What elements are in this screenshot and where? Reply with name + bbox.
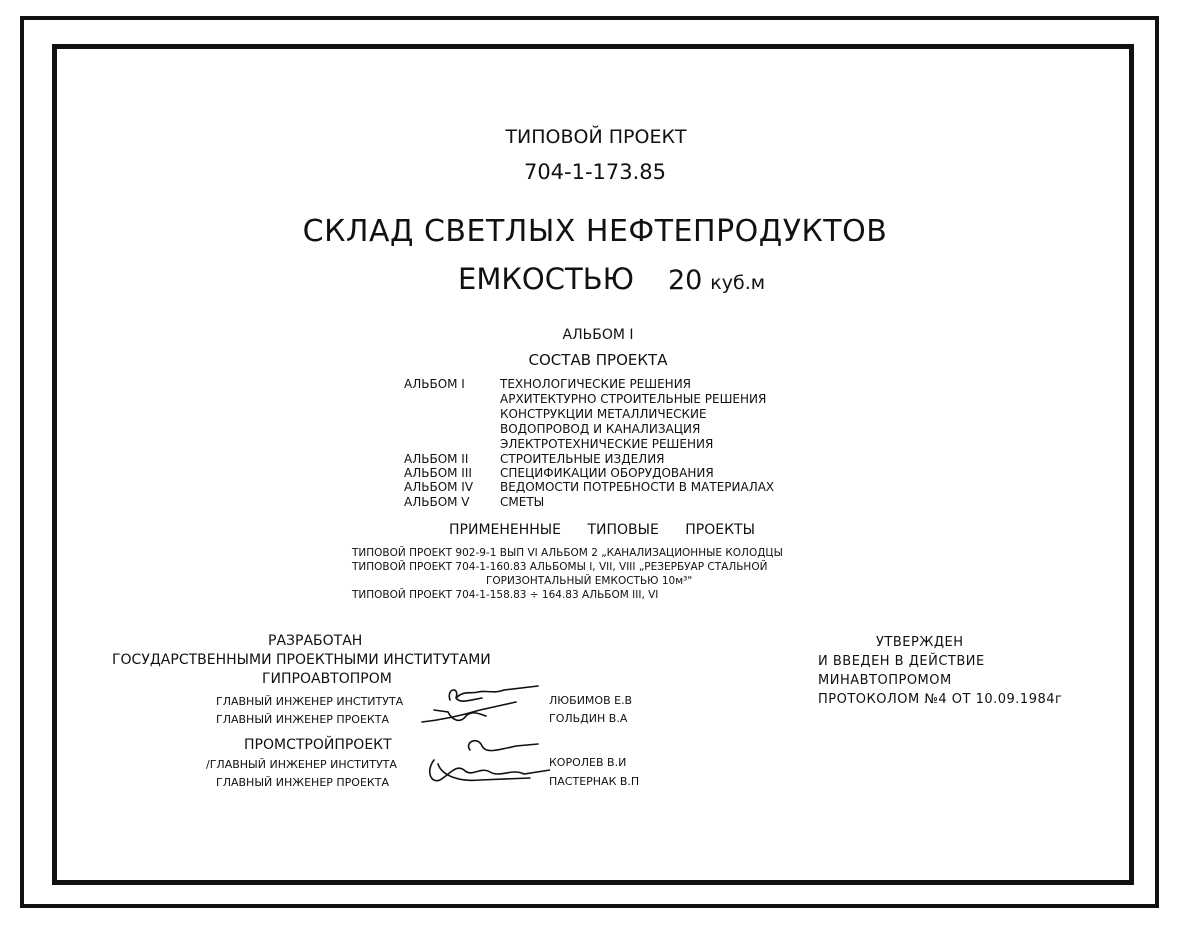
approved-line: МИНАВТОПРОМОМ	[818, 673, 952, 688]
comp-item: ВОДОПРОВОД И КАНАЛИЗАЦИЯ	[500, 422, 701, 436]
project-number: 704-1-173.85	[523, 160, 667, 184]
applied-line: ТИПОВОЙ ПРОЕКТ 902-9-1 ВЫП VI АЛЬБОМ 2 „КАНАЛИЗАЦИОННЫЕ КОЛОДЦЫ	[352, 547, 783, 559]
comp-item: ТЕХНОЛОГИЧЕСКИЕ РЕШЕНИЯ	[500, 377, 692, 391]
signature-lyubimov	[449, 686, 538, 700]
composition-title: СОСТАВ ПРОЕКТА	[528, 351, 668, 369]
comp-item: ЭЛЕКТРОТЕХНИЧЕСКИЕ РЕШЕНИЯ	[500, 437, 714, 451]
comp-album-label: АЛЬБОМ IV	[404, 480, 474, 494]
comp-item: ВЕДОМОСТИ ПОТРЕБНОСТИ В МАТЕРИАЛАХ	[500, 480, 775, 494]
approved-protocol: ПРОТОКОЛОМ №4 ОТ 10.09.1984г	[818, 692, 1063, 707]
title-word: ЕМКОСТЬЮ	[458, 262, 634, 296]
title-unit: куб.м	[710, 272, 766, 294]
person-role: /ГЛАВНЫЙ ИНЖЕНЕР ИНСТИТУТА	[206, 758, 397, 771]
comp-item: СПЕЦИФИКАЦИИ ОБОРУДОВАНИЯ	[500, 466, 714, 480]
applied-line: ТИПОВОЙ ПРОЕКТ 704-1-160.83 АЛЬБОМЫ I, VII, VIII „РЕЗЕРБУАР СТАЛЬНОЙ	[352, 561, 768, 573]
comp-item: АРХИТЕКТУРНО СТРОИТЕЛЬНЫЕ РЕШЕНИЯ	[500, 392, 767, 406]
person-role: ГЛАВНЫЙ ИНЖЕНЕР ИНСТИТУТА	[216, 695, 404, 708]
comp-album-label: АЛЬБОМ III	[404, 466, 472, 480]
comp-item: КОНСТРУКЦИИ МЕТАЛЛИЧЕСКИЕ	[500, 407, 707, 421]
typical-project-label: ТИПОВОЙ ПРОЕКТ	[505, 126, 687, 148]
approved-line: И ВВЕДЕН В ДЕЙСТВИЕ	[818, 654, 985, 669]
developed-by: ГОСУДАРСТВЕННЫМИ ПРОЕКТНЫМИ ИНСТИТУТАМИ	[112, 652, 491, 668]
comp-album-label: АЛЬБОМ II	[404, 452, 469, 466]
comp-album-label: АЛЬБОМ V	[404, 495, 470, 509]
applied-title: ПРИМЕНЕННЫЕ ТИПОВЫЕ ПРОЕКТЫ	[449, 522, 755, 538]
signature-pasternak	[430, 760, 550, 781]
person-name: ГОЛЬДИН В.А	[549, 712, 628, 725]
comp-item: СТРОИТЕЛЬНЫЕ ИЗДЕЛИЯ	[500, 452, 665, 466]
person-role: ГЛАВНЫЙ ИНЖЕНЕР ПРОЕКТА	[216, 776, 389, 789]
person-name: КОРОЛЕВ В.И	[549, 756, 627, 769]
title-volume: 20	[667, 265, 703, 296]
signatures	[420, 680, 550, 800]
applied-line: ТИПОВОЙ ПРОЕКТ 704-1-158.83 ÷ 164.83 АЛЬБОМ III, VI	[352, 589, 659, 601]
person-role: ГЛАВНЫЙ ИНЖЕНЕР ПРОЕКТА	[216, 713, 389, 726]
title-line-2	[458, 262, 766, 296]
person-name: ПАСТЕРНАК В.П	[549, 775, 640, 788]
title-line-1: СКЛАД СВЕТЛЫХ НЕФТЕПРОДУКТОВ	[302, 214, 888, 249]
approved-title: УТВЕРЖДЕН	[876, 635, 964, 650]
person-name: ЛЮБИМОВ Е.В	[549, 694, 633, 707]
signature-korolev	[469, 741, 538, 751]
signature-goldin	[422, 702, 516, 722]
comp-item: СМЕТЫ	[500, 495, 545, 509]
developed-title: РАЗРАБОТАН	[268, 633, 363, 649]
org-giproavtoprom: ГИПРОАВТОПРОМ	[262, 671, 392, 687]
applied-line: ГОРИЗОНТАЛЬНЫЙ ЕМКОСТЬЮ 10м³"	[486, 575, 693, 587]
org-promstroyproekt: ПРОМСТРОЙПРОЕКТ	[244, 737, 392, 753]
comp-album-label: АЛЬБОМ I	[404, 377, 465, 391]
album-heading: АЛЬБОМ I	[562, 327, 634, 343]
